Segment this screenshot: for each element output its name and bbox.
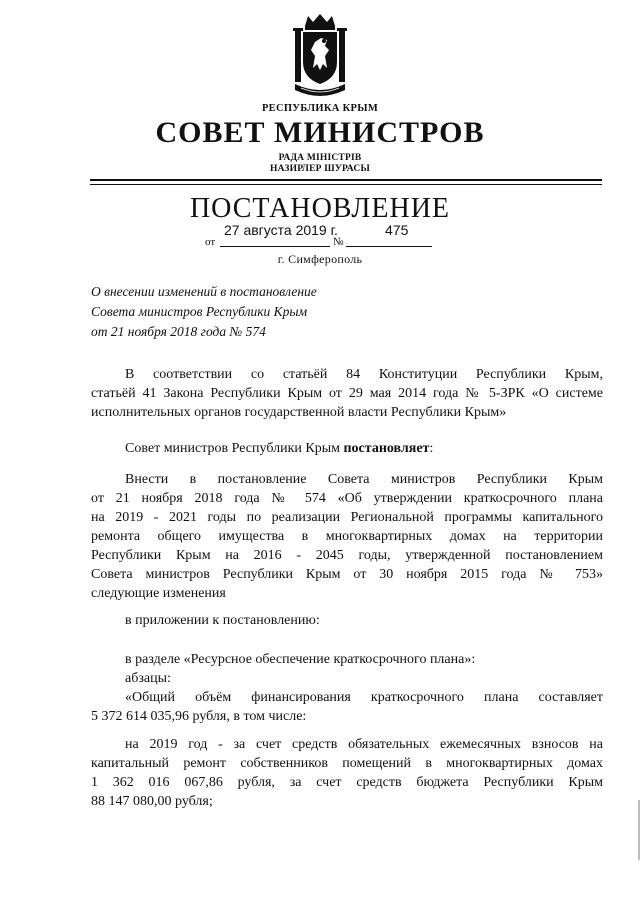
- preamble-paragraph: [91, 365, 603, 422]
- decree-date: 27 августа 2019 г.: [224, 222, 338, 238]
- crimea-coat-of-arms-icon: [291, 12, 349, 98]
- resolution-paragraph: [91, 439, 603, 458]
- text-line: статьёй 41 Закона Республики Крым от 29 мая 2014 года № 5-ЗРК «О системе: [91, 386, 603, 401]
- council-name: СОВЕТ МИНИСТРОВ: [155, 116, 485, 149]
- number-underline: [346, 246, 432, 247]
- header-divider-thin: [90, 184, 602, 185]
- decree-title: ПОСТАНОВЛЕНИЕ: [189, 193, 451, 224]
- date-underline: [220, 246, 330, 247]
- text-line: от 21 ноября 2018 года № 574 «Об утверждении краткосрочного плана: [91, 491, 603, 506]
- subject-line: О внесении изменений в постановление: [91, 284, 317, 299]
- text-line: ремонта общего имущества в многоквартирных домах на территории: [91, 529, 603, 544]
- text-line: капитальный ремонт собственников помещений в многоквартирных домах: [91, 756, 603, 771]
- text-line: следующие изменения: [91, 586, 226, 601]
- text-line: Внести в постановление Совета министров Республики Крым: [125, 472, 603, 487]
- amendment-paragraph: [91, 470, 603, 603]
- decree-subject: [91, 282, 317, 342]
- text-line: 88 147 080,00 рубля;: [91, 794, 213, 809]
- resolution-keyword: постановляет: [343, 441, 430, 456]
- text-line: 5 372 614 035,96 рубля, в том числе:: [91, 709, 307, 724]
- text-line: в разделе «Ресурсное обеспечение краткосрочного плана»:: [125, 652, 476, 667]
- text-line: В соответствии со статьёй 84 Конституции Республики Крым,: [125, 367, 603, 382]
- text-line: Республики Крым на 2016 - 2045 годы, утвержденной постановлением: [91, 548, 603, 563]
- resolution-colon: :: [429, 441, 434, 456]
- text-line: на 2019 - 2021 годы по реализации Региональной программы капитального: [91, 510, 603, 525]
- decree-number: 475: [385, 222, 409, 238]
- text-line: [91, 439, 603, 458]
- subject-line: Совета министров Республики Крым: [91, 304, 308, 319]
- section-paragraph: [91, 650, 603, 726]
- text-line: абзацы:: [125, 671, 171, 686]
- resolution-text: Совет министров Республики Крым: [125, 441, 344, 456]
- text-line: 1 362 016 067,86 рубля, за счет средств бюджета Республики Крым: [91, 775, 603, 790]
- appendix-paragraph: [91, 611, 603, 630]
- text-line: Совета министров Республики Крым от 30 ноября 2015 года № 753»: [91, 567, 603, 582]
- subject-line: от 21 ноября 2018 года № 574: [91, 324, 266, 339]
- number-label: №: [333, 236, 344, 248]
- republic-name: РЕСПУБЛИКА КРЫМ: [261, 103, 379, 114]
- text-line: на 2019 год - за счет средств обязательных ежемесячных взносов на: [125, 737, 603, 752]
- date-label: от: [205, 236, 216, 248]
- text-line: в приложении к постановлению:: [125, 613, 320, 628]
- decree-city: г. Симферополь: [277, 252, 363, 266]
- council-name-ukrainian: РАДА МІНІСТРІВ: [278, 153, 362, 163]
- council-name-crimean-tatar: НАЗИРЛЕР ШУРАСЫ: [270, 164, 370, 174]
- text-line: «Общий объём финансирования краткосрочного плана составляет: [125, 690, 603, 705]
- text-line: исполнительных органов государственной власти Республики Крым»: [91, 405, 507, 420]
- header-divider-thick: [90, 179, 602, 181]
- financing-paragraph: [91, 735, 603, 811]
